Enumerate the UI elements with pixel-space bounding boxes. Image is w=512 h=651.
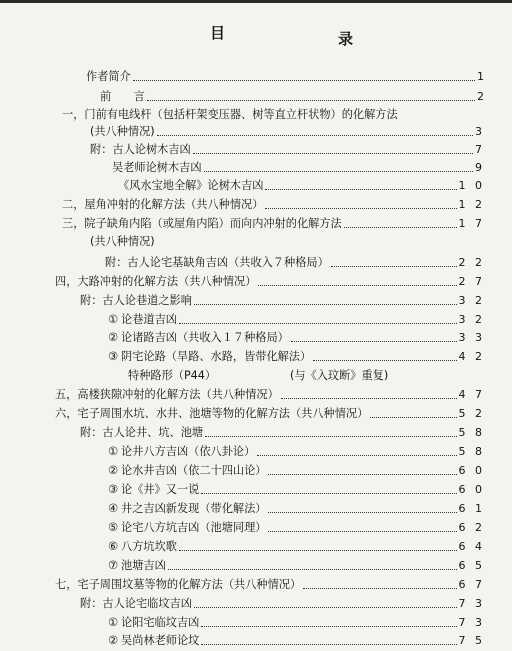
toc-entry-title [108, 559, 166, 573]
circled-number: ① [108, 445, 119, 458]
dot-leader [157, 135, 473, 136]
toc-entry-title [108, 521, 266, 535]
dot-leader [268, 531, 456, 532]
dot-leader [265, 189, 456, 190]
circled-number: ③ [108, 483, 119, 496]
toc-entry [62, 198, 485, 212]
toc-entry [80, 294, 485, 308]
dot-leader [258, 285, 456, 286]
toc-entry [80, 597, 485, 611]
toc-entry-text: 一，门前有电线杆（包括杆架变压器、树等直立杆状物）的化解方法 [62, 108, 398, 121]
toc-page-number: 1 0 [458, 179, 485, 192]
circled-number: ① [108, 313, 119, 326]
toc-entry [55, 578, 485, 592]
toc-entry-title [90, 125, 155, 139]
toc-entry-text: 七，宅子周围坟墓等物的化解方法（共八种情况） [55, 578, 302, 591]
dot-leader [257, 455, 456, 456]
toc-page-number: 6 1 [458, 502, 485, 515]
toc-entry [86, 70, 487, 84]
toc-entry [108, 350, 485, 364]
toc-entry-text: (与《入玟断》重复) [290, 369, 389, 382]
toc-entry [62, 217, 485, 231]
toc-entry-title [62, 108, 398, 122]
toc-entry-title [128, 369, 216, 383]
toc-entry [108, 634, 485, 648]
toc-page-number: 5 2 [458, 407, 485, 420]
toc-entry-text: 附：古人论宅临坟吉凶 [80, 597, 192, 610]
toc-entry-title [108, 616, 199, 630]
toc-page-number: 1 [477, 70, 487, 83]
dot-leader [265, 208, 456, 209]
toc-entry-text: 附：古人论巷道之影响 [80, 294, 192, 307]
toc-entry-text: 附：古人论树木吉凶 [90, 143, 191, 156]
toc-entry-text: 六，宅子周围水坑、水井、池塘等物的化解方法（共八种情况） [55, 407, 369, 420]
toc-entry-text: 论诸路吉凶（共收入１７种格局） [121, 331, 289, 344]
dot-leader [291, 341, 457, 342]
circled-number: ④ [108, 502, 119, 515]
toc-entry-title [290, 369, 388, 383]
toc-entry [290, 369, 388, 383]
toc-entry [55, 388, 485, 402]
dot-leader [179, 550, 457, 551]
toc-page-number: 2 7 [458, 275, 485, 288]
toc-entry-title [105, 256, 329, 270]
circled-number: ② [108, 634, 119, 647]
dot-leader [268, 474, 456, 475]
toc-entry-text: 论井八方吉凶（依八卦论） [121, 445, 256, 458]
toc-entry-title [108, 464, 266, 478]
toc-entry-title [62, 217, 342, 231]
toc-entry-text: 附：古人论宅基缺角吉凶（共收入７种格局） [105, 256, 329, 269]
dot-leader [194, 607, 457, 608]
circled-number: ⑦ [108, 559, 119, 572]
toc-entry-text: 论巷道吉凶 [121, 313, 177, 326]
toc-entry [108, 483, 485, 497]
toc-entry [105, 256, 485, 270]
dot-leader [268, 512, 456, 513]
toc-entry-text: 四，大路冲射的化解方法（共八种情况） [55, 275, 257, 288]
toc-page-number: 5 8 [458, 445, 485, 458]
toc-entry [90, 235, 155, 249]
toc-page-number: 9 [475, 161, 485, 174]
toc-entry-title [108, 331, 289, 345]
toc-entry [62, 108, 398, 122]
toc-page-number: 7 [475, 143, 485, 156]
toc-entry-title [80, 597, 192, 611]
toc-page-number: 2 2 [458, 256, 485, 269]
dot-leader [370, 417, 456, 418]
toc-entry [128, 369, 216, 383]
toc-page-number: 6 2 [458, 521, 485, 534]
toc-entry-title [62, 198, 263, 212]
dot-leader [201, 493, 456, 494]
toc-entry [118, 179, 485, 193]
toc-entry-text: (共八种情况) [90, 125, 155, 138]
toc-entry [108, 616, 485, 630]
dot-leader [344, 227, 457, 228]
toc-page-number: 2 [477, 90, 487, 103]
toc-page-number: 4 7 [458, 388, 485, 401]
toc-entry-title [108, 313, 177, 327]
toc-entry [108, 502, 485, 516]
toc-entry-title [90, 143, 191, 157]
toc-page-number: 3 2 [458, 294, 485, 307]
toc-entry-text: 作者简介 [86, 70, 131, 83]
toc-page-number: 4 2 [458, 350, 485, 363]
circled-number: ② [108, 464, 119, 477]
toc-entry-text: 附：古人论井、坑、池塘 [80, 426, 204, 439]
toc-entry-text: 五，高楼狭隙冲射的化解方法（共八种情况） [55, 388, 279, 401]
circled-number: ⑤ [108, 521, 119, 534]
dot-leader [204, 171, 473, 172]
toc-entry [55, 407, 485, 421]
toc-entry-title [55, 578, 301, 592]
toc-entry-text: 论《井》又一说 [121, 483, 200, 496]
toc-entry [108, 331, 485, 345]
toc-entry-title [108, 483, 199, 497]
toc-entry-text: 池塘吉凶 [121, 559, 166, 572]
dot-leader [205, 436, 456, 437]
toc-entry-title [90, 235, 155, 249]
title-char-1: 目 [210, 24, 226, 42]
dot-leader [179, 323, 457, 324]
toc-entry-text: (共八种情况) [90, 235, 155, 248]
toc-entry-text: 井之吉凶新发现（带化解法） [121, 502, 267, 515]
toc-page-number: 1 7 [458, 217, 485, 230]
toc-entry-text: 特种路形（P44） [128, 369, 217, 382]
toc-entry [80, 426, 485, 440]
toc-entry [108, 540, 485, 554]
toc-entry-title [55, 407, 368, 421]
toc-page-number: 3 2 [458, 313, 485, 326]
toc-entry [55, 275, 485, 289]
dot-leader [201, 626, 456, 627]
toc-entry [108, 559, 485, 573]
toc-entry-text: 八方坑坎歌 [121, 540, 177, 553]
toc-page-number: 7 3 [458, 597, 485, 610]
circled-number: ③ [108, 350, 119, 363]
toc-page-number: 6 7 [458, 578, 485, 591]
toc-entry-text: 吴老师论树木吉凶 [112, 161, 202, 174]
toc-entry-text: 论宅八方坑吉凶（池塘同理） [121, 521, 267, 534]
toc-entry [108, 521, 485, 535]
toc-entry-title [100, 90, 145, 104]
toc-entry [108, 445, 485, 459]
toc-entry-text: 吴尚林老师论坟 [121, 634, 200, 647]
dot-leader [168, 569, 457, 570]
toc-entry-text: 二，屋角冲射的化解方法（共八种情况） [62, 198, 264, 211]
toc-page-number: 6 5 [458, 559, 485, 572]
dot-leader [133, 80, 475, 81]
toc-page-number: 3 [475, 125, 485, 138]
toc-page-number: 7 3 [458, 616, 485, 629]
toc-entry-title [108, 445, 255, 459]
toc-page-number: 5 8 [458, 426, 485, 439]
toc-entry-text: 三，院子缺角内陷（或屋角内陷）而向内冲射的化解方法 [62, 217, 342, 230]
toc-entry-title [108, 502, 266, 516]
toc-page-number: 6 0 [458, 483, 485, 496]
toc-entry-title [108, 540, 177, 554]
toc-entry-text: 论阳宅临坟吉凶 [121, 616, 200, 629]
toc-entry-title [86, 70, 131, 84]
toc-entry-title [108, 634, 199, 648]
toc-entry-text: 《风水宝地全解》论树木吉凶 [118, 179, 264, 192]
circled-number: ① [108, 616, 119, 629]
dot-leader [193, 153, 473, 154]
dot-leader [313, 360, 456, 361]
toc-entry [108, 313, 485, 327]
toc-page-number: 3 3 [458, 331, 485, 344]
toc-entry-title [55, 388, 279, 402]
dot-leader [281, 398, 457, 399]
toc-entry-text: 论水井吉凶（依二十四山论） [121, 464, 267, 477]
title-char-2: 录 [338, 30, 354, 48]
toc-entry [100, 90, 487, 104]
toc-entry [108, 464, 485, 478]
dot-leader [331, 266, 457, 267]
toc-entry-title [55, 275, 256, 289]
toc-entry-text: 阴宅论路（旱路、水路，皆带化解法） [121, 350, 312, 363]
toc-entry-title [112, 161, 202, 175]
toc-entry [90, 143, 485, 157]
toc-page-number: 1 2 [458, 198, 485, 211]
toc-entry [112, 161, 485, 175]
dot-leader [303, 588, 456, 589]
toc-entry-title [80, 426, 203, 440]
toc-entry-title [108, 350, 311, 364]
circled-number: ⑥ [108, 540, 119, 553]
toc-entry-title [80, 294, 192, 308]
toc-page-number: 7 5 [458, 634, 485, 647]
toc-entry [90, 125, 485, 139]
dot-leader [201, 644, 456, 645]
toc-page-number: 6 4 [458, 540, 485, 553]
dot-leader [147, 100, 475, 101]
circled-number: ② [108, 331, 119, 344]
toc-page-number: 6 0 [458, 464, 485, 477]
dot-leader [194, 304, 457, 305]
toc-entry-title [118, 179, 263, 193]
toc-entry-text: 前 言 [100, 90, 145, 103]
